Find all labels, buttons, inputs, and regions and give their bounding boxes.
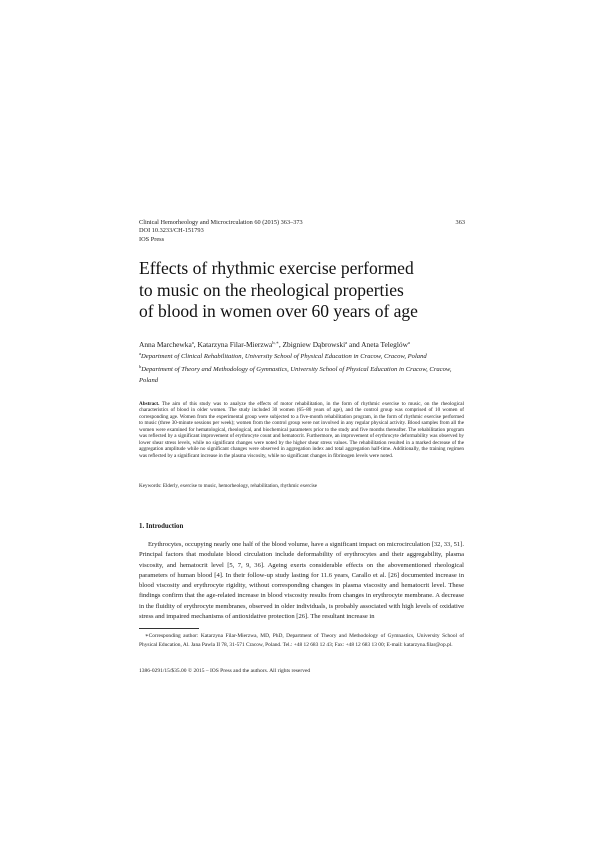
author-affiliation-mark: a: [191, 340, 194, 345]
affiliation-mark: a: [139, 351, 142, 356]
author-separator: and: [347, 340, 362, 349]
abstract-text: The aim of this study was to analyze the effects of motor rehabilitation, in the form of rhythmic exercise to music, on the rheological characteristics of blood in older women. The study included 30 women (65–80 years of age), and the control group was comprised of 10 women of corresponding age. Women from the experimental group were subjected to a five-month rehabilitation program, in the form of rhythmic exercise performed to music (three 30-minute sessions per week); women from the control group were not involved in any regular physical activity. Blood samples from all the women were examined for hematological, rheological, and biochemical parameters prior to the study and five months thereafter. The rehabilitation program was reflected by a significant improvement of erythrocyte count and hematocrit. Furthermore, an improvement of erythrocyte deformability was observed by lower shear stress levels, while no significant changes were noted by the higher shear stress values. The rehabilitation resulted in a marked decrease of the aggregation amplitude while no significant changes were observed in aggregation index and total aggregation half-time. Additionally, the training regimen was reflected by a significant increase in the plasma viscosity, while no significant changes in fibrinogen levels were noted.: [139, 401, 464, 459]
publisher-line: IOS Press: [139, 235, 165, 243]
copyright-line: 1386-0291/15/$35.00 © 2015 – IOS Press and the authors. All rights reserved: [139, 668, 311, 674]
affiliation-mark: b: [139, 364, 142, 370]
title-line: Effects of rhythmic exercise performed: [139, 258, 414, 278]
keywords-text: Elderly, exercise to music, hemorheology, rehabilitation, rhythmic exercise: [161, 483, 318, 489]
affiliation-text: Department of Theory and Methodology of Gymnastics, University School of Physical Education in Cracow, Cracow, Poland: [139, 366, 452, 384]
author-name: Anna Marchewka: [139, 340, 192, 349]
author-affiliation-mark: a: [345, 340, 348, 345]
author-affiliation-mark: b,∗: [272, 340, 279, 345]
doi-line: DOI 10.3233/CH-151793: [139, 227, 204, 235]
journal-header: [139, 219, 465, 244]
affiliation-a: [139, 349, 469, 362]
affiliation-text: Department of Clinical Rehabilitation, University School of Physical Education in Cracow, Cracow, Poland: [141, 353, 427, 360]
paragraph: Erythrocytes, occupying nearly one half of the blood volume, have a significant impact on microcirculation [32, 33, 51]. Principal factors that modulate blood circulation include deformability of erythrocytes and their aggregability, plasma viscosity, and hematocrit level [5, 7, 9, 36]. Ageing exerts considerable effects on the abovementioned rheological parameters of human blood [4]. In their follow-up study lasting for 11.6 years, Carallo et al. [26] documented increase in blood viscosity and erythrocyte rigidity, without corresponding changes in plasma viscosity and hematocrit level. These findings confirm that the age-related increase in blood viscosity results from changes in erythrocyte membrane. A decrease in the fluidity of erythrocyte membranes, observed in older individuals, is probably associated with high levels of oxidative stress and impaired mechanisms of antioxidative protection [26]. The resultant increase in: [139, 541, 464, 620]
author-name: Zbigniew Dąbrowski: [282, 340, 346, 349]
page-number: 363: [455, 219, 465, 226]
journal-citation: Clinical Hemorheology and Microcirculation 60 (2015) 363–373: [139, 219, 303, 226]
abstract: [139, 401, 464, 459]
paper-title: [139, 258, 469, 323]
title-line: to music on the rheological properties: [139, 279, 404, 300]
author-affiliation-mark: a: [407, 340, 410, 345]
keywords: [139, 483, 464, 489]
author-separator: ,: [193, 340, 198, 349]
author-separator: ,: [278, 340, 283, 349]
author-name: Katarzyna Filar-Mierzwa: [197, 340, 273, 349]
title-line: of blood in women over 60 years of age: [139, 301, 418, 321]
keywords-label: Keywords:: [139, 483, 162, 489]
affiliation-b: [139, 362, 469, 386]
footnote-text: ∗Corresponding author: Katarzyna Filar-Mierzwa, MD, PhD, Department of Theory and Methodology of Gymnastics, University School of Physical Education, Al. Jana Pawla II 78, 31-571 Cracow, Poland. Tel.: +48 12 683 12 43; Fax: +48 12 683 13 00; E-mail: katarzyna.filar@op.pl.: [139, 633, 464, 648]
introduction-body: [139, 540, 464, 622]
abstract-label: Abstract.: [139, 401, 160, 407]
author-name: Aneta Teleglów: [361, 340, 408, 349]
section-heading: 1. Introduction: [139, 523, 184, 530]
footnote-divider: [139, 628, 199, 629]
corresponding-author-footnote: [139, 632, 464, 649]
affiliations: [139, 349, 469, 386]
